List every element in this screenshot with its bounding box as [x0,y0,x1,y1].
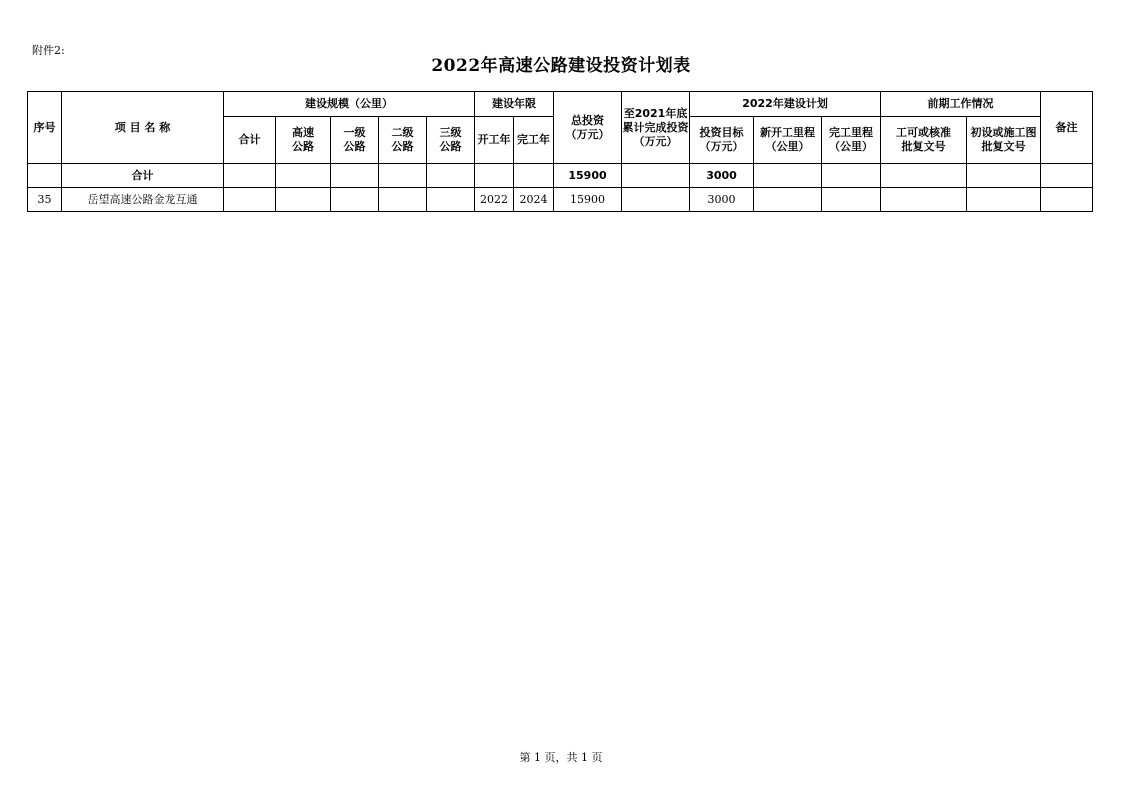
header-scale-grade1 [331,117,379,164]
header-scale-total: 合计 [224,117,276,164]
row-cell [331,188,379,212]
total-row-total-investment: 15900 [554,164,622,188]
header-start-year: 开工年 [475,117,514,164]
total-row-cell [1041,164,1093,188]
header-period-group: 建设年限 [475,92,554,117]
page-title: 2022年高速公路建设投资计划表 [431,56,691,76]
header-scale-expressway [276,117,331,164]
total-row-cell [967,164,1041,188]
total-row-cell [622,164,690,188]
header-feasibility-doc-line1: 工可或核准 [896,126,952,139]
header-completed-2021 [622,92,690,164]
header-invest-target-line1: 投资目标 [699,126,744,139]
header-seq: 序号 [28,92,62,164]
row-cell [754,188,822,212]
header-scale-grade3-line1: 三级 [439,126,462,139]
header-total-investment [554,92,622,164]
header-new-start-mileage-line1: 新开工里程 [760,126,816,139]
header-invest-target [690,117,754,164]
header-prework-group: 前期工作情况 [881,92,1041,117]
total-row-cell [276,164,331,188]
header-scale-expressway-line1: 高速 [292,126,314,139]
total-row-label: 合计 [62,164,224,188]
header-completed-mileage-line2: （公里） [829,140,874,153]
total-row-cell [224,164,276,188]
row-start-year: 2022 [475,188,514,212]
total-row-seq [28,164,62,188]
header-completed-mileage-line1: 完工里程 [829,126,874,139]
row-end-year: 2024 [514,188,554,212]
header-design-doc-line1: 初设或施工图 [970,126,1037,139]
header-invest-target-line2: （万元） [699,140,744,153]
row-cell [967,188,1041,212]
total-row-invest-target: 3000 [690,164,754,188]
header-scale-expressway-line2: 公路 [292,140,314,153]
header-scale-grade2-line2: 公路 [391,140,414,153]
row-cell [379,188,427,212]
table-row [28,188,1093,212]
row-cell [427,188,475,212]
total-row-cell [475,164,514,188]
header-feasibility-doc [881,117,967,164]
header-scale-grade2 [379,117,427,164]
header-scale-grade3 [427,117,475,164]
total-row-cell [881,164,967,188]
header-completed-mileage [822,117,881,164]
row-cell [822,188,881,212]
row-project-name: 岳望高速公路金龙互通 [62,188,224,212]
total-row-cell [754,164,822,188]
total-row-cell [514,164,554,188]
row-cell [622,188,690,212]
row-cell [1041,188,1093,212]
header-remarks: 备注 [1041,92,1093,164]
page-footer: 第 1 页，共 1 页 [519,751,603,764]
total-row-cell [427,164,475,188]
total-row-cell [331,164,379,188]
row-total-investment: 15900 [554,188,622,212]
header-total-investment-line2: （万元） [565,127,610,141]
header-project-name: 项 目 名 称 [62,92,224,164]
attachment-label: 附件2: [32,44,65,57]
header-feasibility-doc-line2: 批复文号 [901,140,946,153]
header-scale-grade3-line2: 公路 [439,140,462,153]
row-seq: 35 [28,188,62,212]
header-completed-2021-line1: 至2021年底 [623,106,688,120]
header-design-doc [967,117,1041,164]
total-row-cell [379,164,427,188]
total-row-cell [822,164,881,188]
header-end-year: 完工年 [514,117,554,164]
header-scale-grade2-line1: 二级 [391,126,414,139]
row-cell [881,188,967,212]
header-new-start-mileage [754,117,822,164]
investment-plan-table [27,91,1093,212]
row-invest-target: 3000 [690,188,754,212]
row-cell [224,188,276,212]
header-completed-2021-line3: （万元） [633,134,678,148]
header-scale-group: 建设规模（公里） [224,92,475,117]
header-scale-grade1-line2: 公路 [343,140,366,153]
header-design-doc-line2: 批复文号 [981,140,1026,153]
header-scale-grade1-line1: 一级 [343,126,366,139]
header-plan-group: 2022年建设计划 [690,92,881,117]
row-cell [276,188,331,212]
header-total-investment-line1: 总投资 [571,113,605,127]
header-new-start-mileage-line2: （公里） [765,140,810,153]
total-row [28,164,1093,188]
header-completed-2021-line2: 累计完成投资 [622,120,689,134]
